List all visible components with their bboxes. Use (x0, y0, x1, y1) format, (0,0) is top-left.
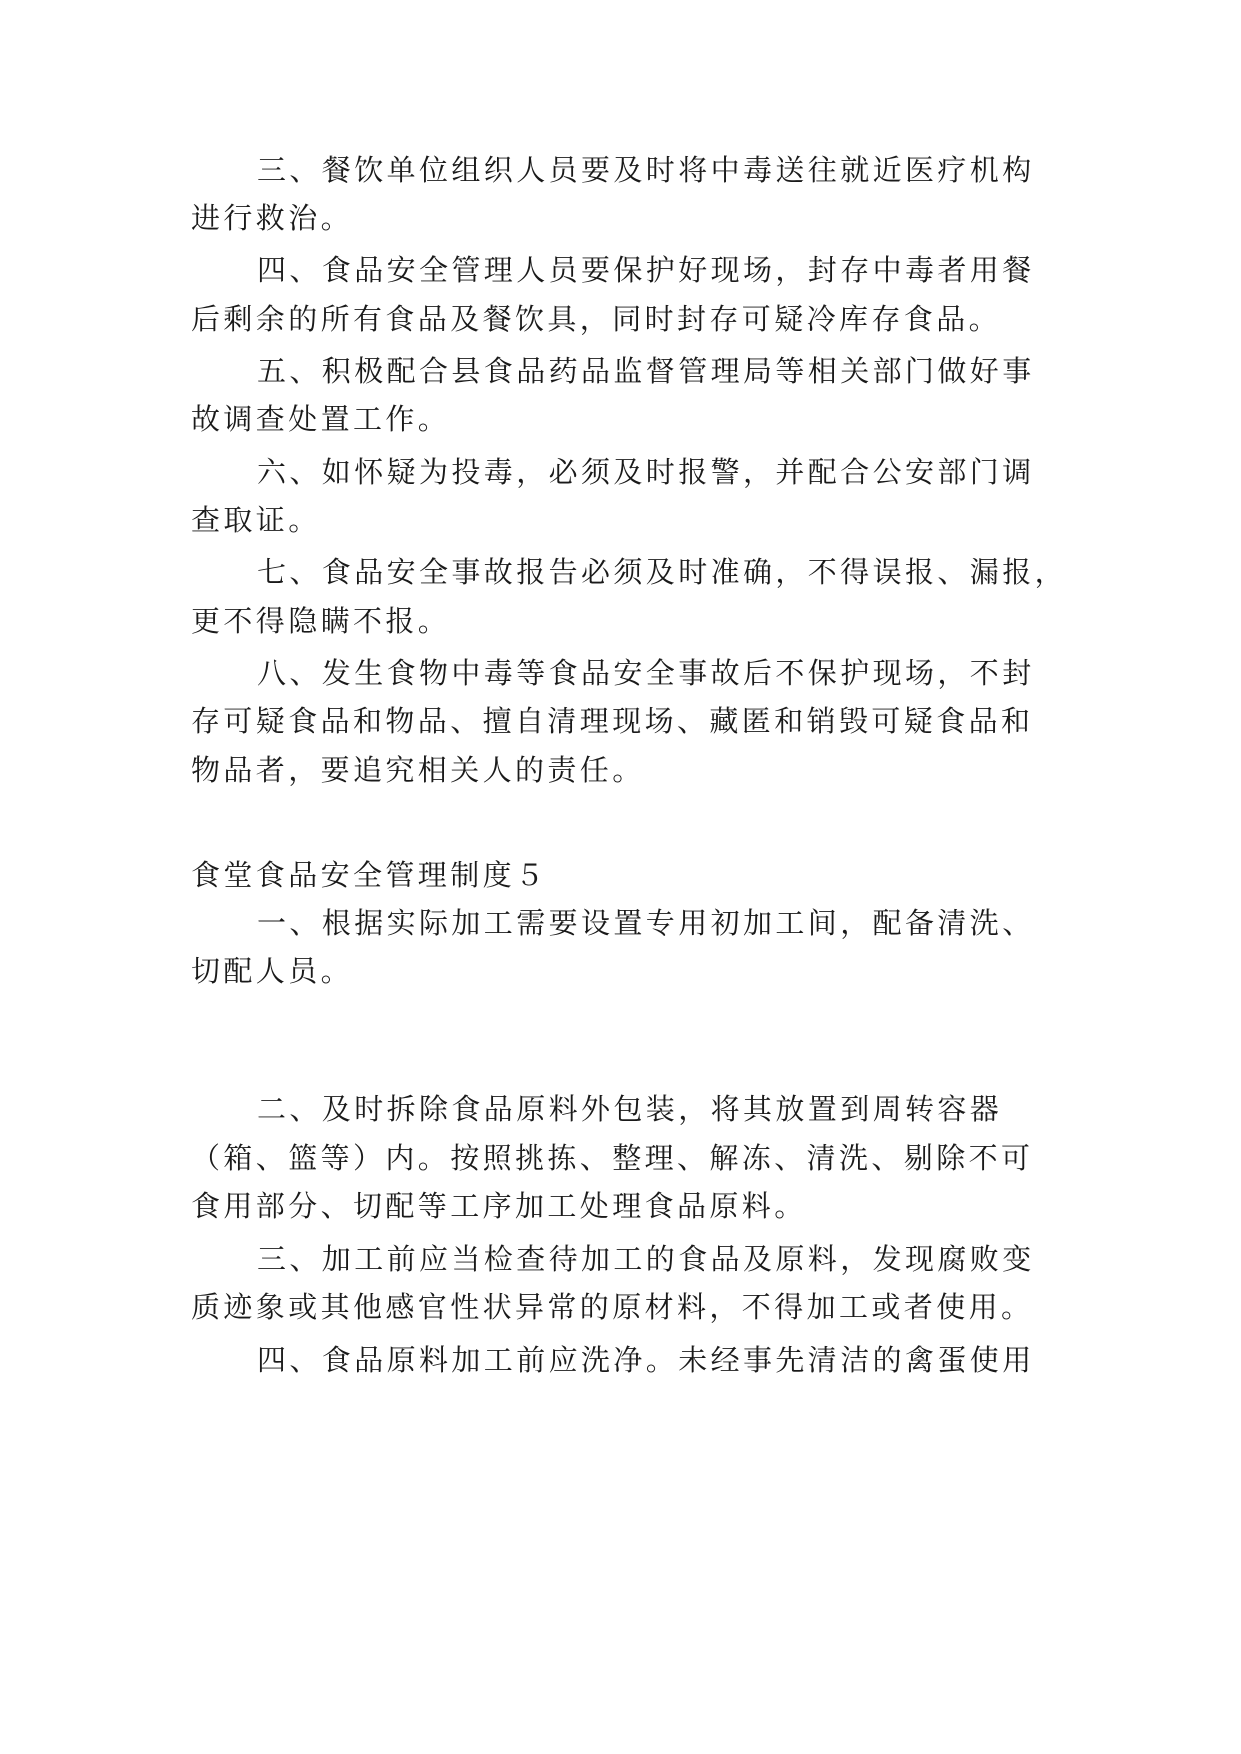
paragraph-line: 三、餐饮单位组织人员要及时将中毒送往就近医疗机构 (257, 153, 1035, 187)
section-heading: 食堂食品安全管理制度５ (191, 858, 548, 892)
paragraph-line: 六、如怀疑为投毒，必须及时报警，并配合公安部门调 (257, 455, 1035, 489)
paragraph-line: 查取证。 (191, 503, 321, 537)
paragraph-line: 后剩余的所有食品及餐饮具，同时封存可疑冷库存食品。 (191, 302, 1002, 336)
paragraph-line: 更不得隐瞒不报。 (191, 604, 451, 638)
paragraph-line: 一、根据实际加工需要设置专用初加工间，配备清洗、 (257, 906, 1035, 940)
paragraph-line: 五、积极配合县食品药品监督管理局等相关部门做好事 (257, 354, 1035, 388)
paragraph-line: 故调查处置工作。 (191, 402, 451, 436)
paragraph-line: 二、及时拆除食品原料外包装，将其放置到周转容器 (257, 1092, 1003, 1126)
paragraph-line: 四、食品原料加工前应洗净。未经事先清洁的禽蛋使用 (257, 1343, 1035, 1377)
paragraph-line: 四、食品安全管理人员要保护好现场，封存中毒者用餐 (257, 253, 1035, 287)
paragraph-line: 存可疑食品和物品、擅自清理现场、藏匿和销毁可疑食品和 (191, 704, 1034, 738)
paragraph-line: 食用部分、切配等工序加工处理食品原料。 (191, 1189, 807, 1223)
paragraph-line: 物品者，要追究相关人的责任。 (191, 753, 645, 787)
paragraph-line: 八、发生食物中毒等食品安全事故后不保护现场，不封 (257, 656, 1035, 690)
paragraph-line: 质迹象或其他感官性状异常的原材料，不得加工或者使用。 (191, 1290, 1034, 1324)
paragraph-line: 切配人员。 (191, 954, 354, 988)
paragraph-line: （箱、篮等）内。按照挑拣、整理、解冻、清洗、剔除不可 (191, 1141, 1034, 1175)
paragraph-line: 进行救治。 (191, 201, 354, 235)
paragraph-line: 七、食品安全事故报告必须及时准确，不得误报、漏报， (257, 555, 1068, 589)
paragraph-line: 三、加工前应当检查待加工的食品及原料，发现腐败变 (257, 1242, 1035, 1276)
